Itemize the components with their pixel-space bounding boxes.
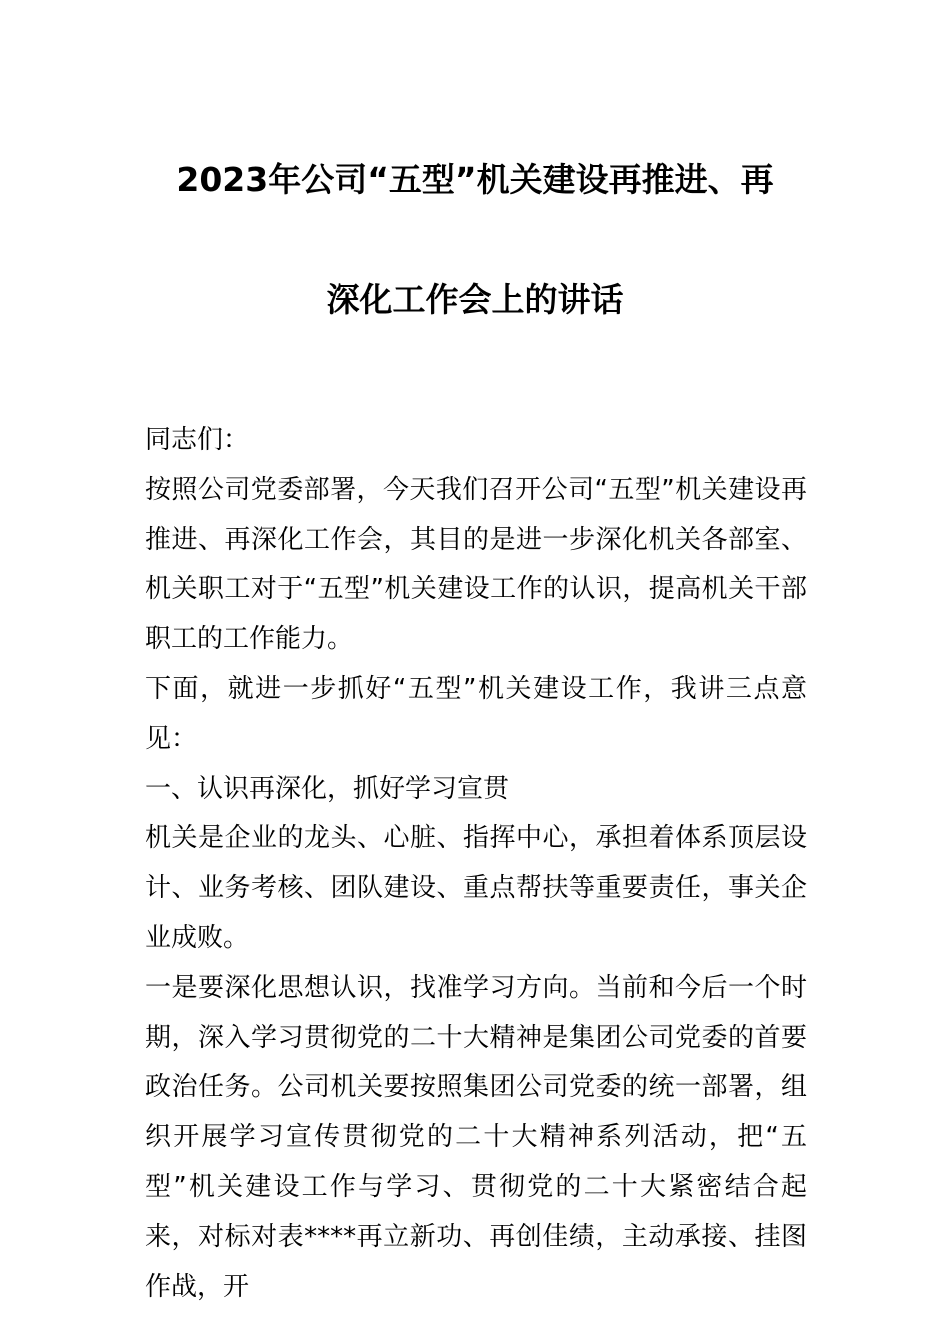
document-body [145,416,807,1312]
outline-paragraph: 下面，就进一步抓好“五型”机关建设工作，我讲三点意见： [145,673,807,754]
document-title-line-2: 深化工作会上的讲话 [326,280,624,319]
section-heading-1: 一、认识再深化，抓好学习宣贯 [145,773,510,804]
section-1-point-1-paragraph: 一是要深化思想认识，找准学习方向。当前和今后一个时期，深入学习贯彻党的二十大精神是集团公司党委的首要政治任务。公司机关要按照集团公司党委的统一部署，组织开展学习宣传贯彻党的二十大精神系列活动，把“五型”机关建设工作与学习、贯彻党的二十大紧密结合起来，对标对表****再立新功、再创佳绩，主动承接、挂图作战，开 [145,972,807,1302]
section-1-paragraph: 机关是企业的龙头、心脏、指挥中心，承担着体系顶层设计、业务考核、团队建设、重点帮扶等重要责任，事关企业成败。 [145,823,807,953]
intro-paragraph: 按照公司党委部署，今天我们召开公司“五型”机关建设再推进、再深化工作会，其目的是进一步深化机关各部室、机关职工对于“五型”机关建设工作的认识，提高机关干部职工的工作能力。 [145,474,807,655]
document-title-line-1: 2023年公司“五型”机关建设再推进、再 [176,160,774,199]
salutation: 同志们： [145,425,250,455]
